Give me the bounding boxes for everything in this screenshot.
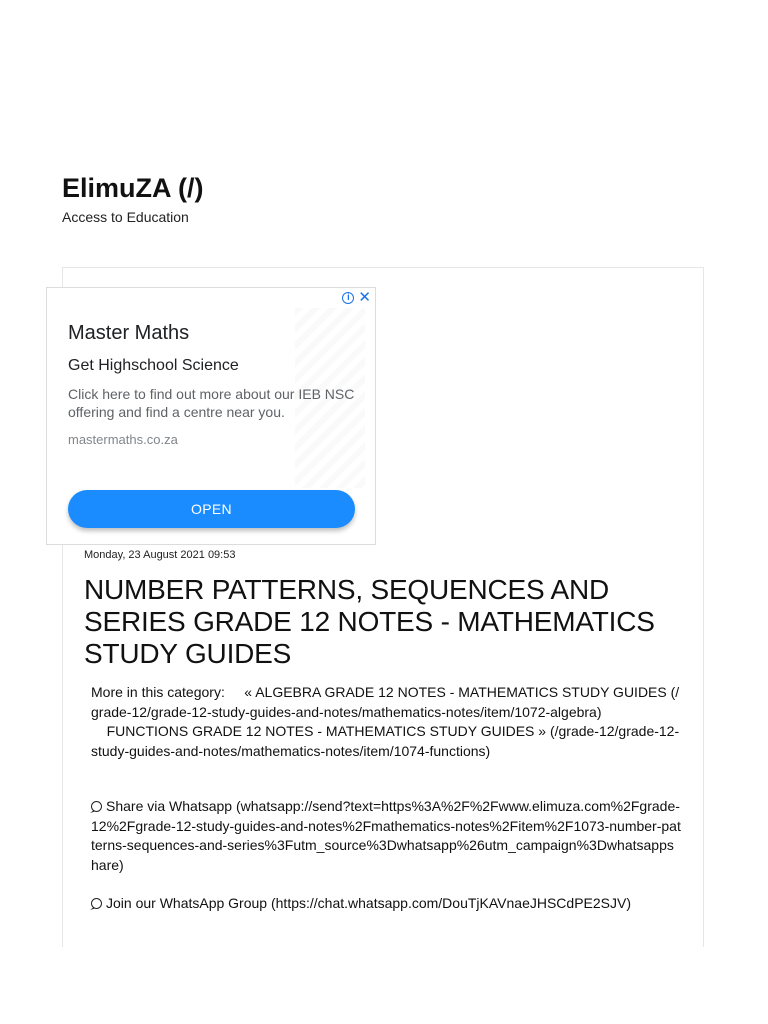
article-date: Monday, 23 August 2021 09:53 [84,549,236,561]
whatsapp-share-url: (whatsapp://send?text=https%3A%2F%2Fwww.elimuza.com%2Fgrade-12%2Fgrade-12-study-guides-and-notes%2Fmathematics-notes%2Fitem%2F1073-number-patterns-sequences-and-series%3Futm_source%3Dwhatsapp%26utm_campaign%3Dwhatsappshare) [91,798,681,873]
ad-headline[interactable]: Master Maths [68,322,190,344]
whatsapp-group-url: (https://chat.whatsapp.com/DouTjKAVnaeJHSCdPE2SJV) [270,895,631,911]
whatsapp-join [91,894,681,914]
ad-description[interactable]: Click here to find out more about our IEB NSC offering and find a centre near you. [68,386,355,420]
category-navigation [91,683,681,761]
category-label: More in this category: [91,684,225,700]
ad-info-icon[interactable]: i [342,292,354,304]
advertisement[interactable] [46,287,376,545]
whatsapp-share [91,797,681,875]
prev-article-link[interactable]: « ALGEBRA GRADE 12 NOTES - MATHEMATICS STUDY GUIDES (/grade-12/grade-12-study-guides-and-notes/mathematics-notes/item/1072-algebra) [91,684,680,720]
whatsapp-group-link[interactable]: Join our WhatsApp Group [106,895,268,911]
ad-close-icon[interactable]: ✕ [358,289,371,306]
whatsapp-icon [91,801,102,812]
whatsapp-share-link[interactable]: Share via Whatsapp [106,798,233,814]
ad-controls [342,290,371,305]
ad-url[interactable]: mastermaths.co.za [68,432,178,447]
site-tagline: Access to Education [62,209,189,225]
ad-open-button[interactable]: OPEN [68,490,355,528]
ad-subheadline[interactable]: Get Highschool Science [68,357,239,374]
site-title-link[interactable]: ElimuZA (/) [62,173,204,203]
whatsapp-icon [91,898,102,909]
article-title: NUMBER PATTERNS, SEQUENCES AND SERIES GRADE 12 NOTES - MATHEMATICS STUDY GUIDES [84,574,655,669]
next-article-link[interactable]: FUNCTIONS GRADE 12 NOTES - MATHEMATICS STUDY GUIDES » (/grade-12/grade-12-study-guides-and-notes/mathematics-notes/item/1074-functions) [91,723,680,759]
